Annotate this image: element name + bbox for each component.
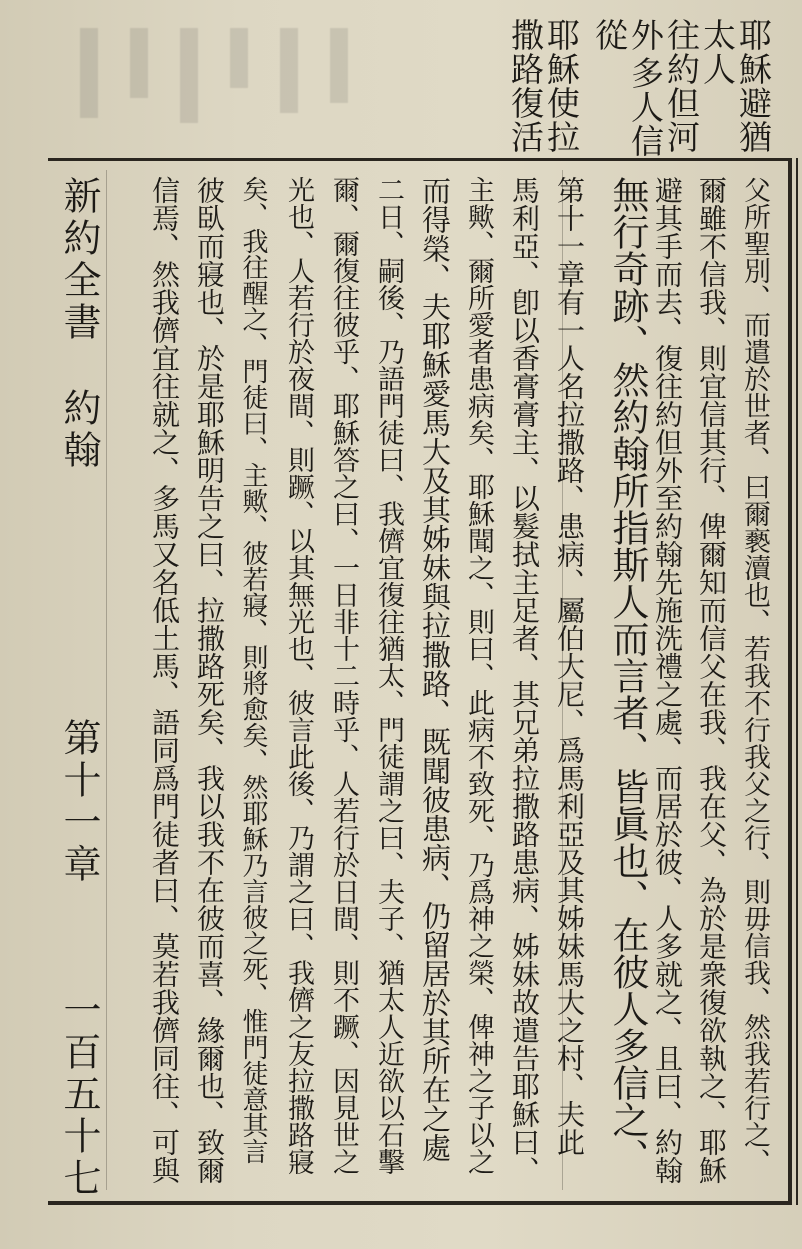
section-headings — [474, 18, 774, 158]
column-rule — [106, 170, 107, 1190]
text-column: 信焉、然我儕宜往就之、多馬又名低土馬、語同爲門徒者曰、莫若我儕同往、可與 — [148, 176, 181, 1184]
heading-line: 太人 — [698, 18, 737, 86]
text-column: 爾、爾復往彼乎、耶穌答之曰、一日非十二時乎、人若行於日間、則不蹶、因見世之 — [328, 176, 359, 1175]
heading-line: 撒路復活 — [506, 18, 545, 154]
book-title: 新約全書 — [57, 176, 101, 344]
heading-line: 耶穌避猶 — [734, 18, 773, 154]
text-column: 無行奇跡、然約翰所指斯人而言者、皆眞也、在彼人多信之、 — [606, 176, 649, 1175]
chapter-label: 第十一章 — [57, 718, 101, 886]
heading-line: 多人信 — [626, 56, 665, 158]
text-column: 彼臥而寢也、於是耶穌明告之曰、拉撒路死矣、我以我不在彼而喜、緣爾也、致爾 — [193, 176, 226, 1184]
text-column: 矣、我往醒之、門徒曰、主歟、彼若寢、則將愈矣、然耶穌乃言彼之死、惟門徒意其言 — [238, 176, 268, 1164]
text-column: 父所聖別、而遣於世者、曰爾褻瀆也、若我不行我父之行、則毋信我、然我若行之、 — [739, 176, 770, 1175]
gospel-name: 約翰 — [57, 388, 101, 472]
text-column: 光也、人若行於夜間、則蹶、以其無光也、彼言此後、乃謂之曰、我儕之友拉撒路寢 — [283, 176, 314, 1175]
bleed-through-ghost-text — [70, 20, 370, 130]
text-column: 避其手而去、復往約但外至約翰先施洗禮之處、而居於彼、人多就之、且曰、約翰 — [651, 176, 684, 1184]
heading-line: 往約但河 — [662, 18, 701, 154]
running-header — [56, 170, 106, 1200]
heading-line: 外 — [626, 18, 665, 52]
heading-line: 從 — [590, 18, 629, 52]
text-column: 而得榮、夫耶穌愛馬大及其姊妹與拉撒路、既聞彼患病、仍留居於其所在之處 — [418, 176, 452, 1162]
text-column: 馬利亞、卽以香膏膏主、以髮拭主足者、其兄弟拉撒路患病、姊妹故遣告耶穌曰、 — [508, 176, 541, 1184]
text-column: 主歟、爾所愛者患病矣、耶穌聞之、則曰、此病不致死、乃爲神之榮、俾神之子以之 — [463, 176, 494, 1175]
heading-line: 耶穌使拉 — [542, 18, 581, 154]
page-number: 一百五十七 — [57, 990, 101, 1200]
text-column: 爾雖不信我、則宜信其行、俾爾知而信父在我、我在父、為於是衆復欲執之、耶穌 — [695, 176, 728, 1184]
text-column: 第十一章有一人名拉撒路、患病、屬伯大尼、爲馬利亞及其姊妹馬大之村、夫此 — [553, 176, 586, 1156]
text-column: 二日、嗣後、乃語門徒曰、我儕宜復往猶太、門徒謂之曰、夫子、猶太人近欲以石擊 — [373, 176, 404, 1175]
